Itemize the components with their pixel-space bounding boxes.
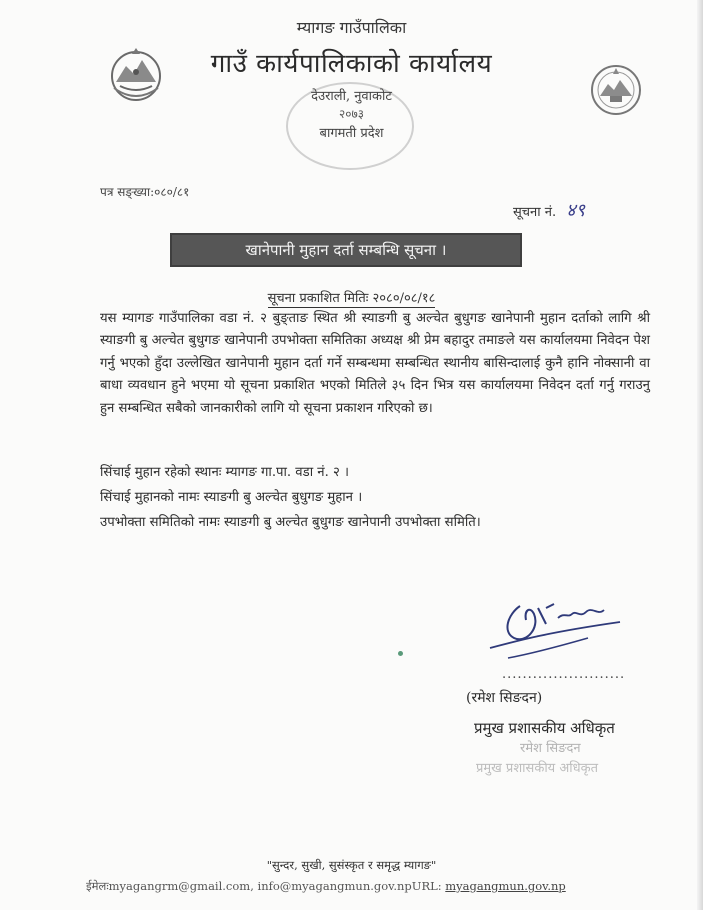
signer-name: (रमेश सिङदन): [466, 690, 543, 706]
email-label: ईमेलः: [86, 879, 109, 893]
published-date-row: [0, 288, 703, 306]
published-date: सूचना प्रकाशित मितिः २०८०/०८/१८: [267, 291, 436, 306]
url-label: URL:: [411, 879, 442, 893]
notice-body: यस म्यागङ गाउँपालिका वडा नं. २ बुङ्ताङ स्थित श्री स्याङगी बु अल्चेत बुधुगङ खानेपानी मुहान दर्ताको लागि श्री स्याङगी बु अल्चेत बुधुगङ खानेपानी उपभोक्ता समितिका अध्यक्ष श्री प्रेम बहादुर तमाङले यस कार्यालयमा निवेदन पेश गर्नु भएको हुँदा उल्लेखित खानेपानी मुहान दर्ता गर्ने सम्बन्धमा सम्बन्धित स्थानीय बासिन्दालाई कुनै हानि नोक्सानी वा बाधा व्यवधान हुने भएमा यो सूचना प्रकाशित भएको मितिले ३५ दिन भित्र यस कार्यालयमा निवेदन दर्ता गर्नु गराउनु हुन सम्बन्धित सबैको जानकारीको लागि यो सूचना प्रकाशन गरिएको छ।: [100, 311, 650, 416]
notice-number-label: सूचना नं.: [513, 205, 557, 220]
stamp-signer-name: रमेश सिङदन: [520, 741, 581, 756]
signer-title: प्रमुख प्रशासकीय अधिकृत: [474, 719, 615, 737]
detail-source-location: सिंचाई मुहान रहेको स्थानः म्यागङ गा.पा. वडा नं. २ ।: [100, 465, 350, 480]
website-link[interactable]: myagangmun.gov.np: [445, 879, 566, 893]
signature-line: ........................: [502, 667, 626, 682]
office-address: देउराली, नुवाकोट: [311, 89, 392, 104]
notice-title-banner: [170, 233, 522, 267]
ink-speck: [398, 651, 403, 656]
municipality-name: म्यागङ गाउँपालिका: [296, 18, 407, 37]
email-addresses: myagangrm@gmail.com, info@myagangmun.gov.np: [108, 879, 412, 893]
province-name: बागमती प्रदेश: [319, 126, 384, 141]
detail-source-name: सिंचाई मुहानको नामः स्याङगी बु अल्चेत बुधुगङ मुहान ।: [100, 490, 363, 505]
footer-contact: [86, 879, 566, 894]
office-title: गाउँ कार्यपालिकाको कार्यालय: [210, 49, 493, 79]
notice-number-value: ४९: [566, 200, 585, 221]
letter-reference-number: पत्र सङ्ख्या:०८०/८१: [100, 185, 190, 199]
establishment-year: २०७३: [339, 107, 364, 121]
stamp-signer-title: प्रमुख प्रशासकीय अधिकृत: [476, 761, 599, 776]
footer-motto: "सुन्दर, सुखी, सुसंस्कृत र समृद्ध म्यागङ": [266, 858, 437, 872]
notice-number-row: [513, 198, 585, 222]
detail-committee-name: उपभोक्ता समितिको नामः स्याङगी बु अल्चेत बुधुगङ खानेपानी उपभोक्ता समिति।: [100, 515, 481, 530]
notice-title: खानेपानी मुहान दर्ता सम्बन्धि सूचना ।: [245, 241, 447, 259]
handwritten-signature: [480, 588, 630, 668]
